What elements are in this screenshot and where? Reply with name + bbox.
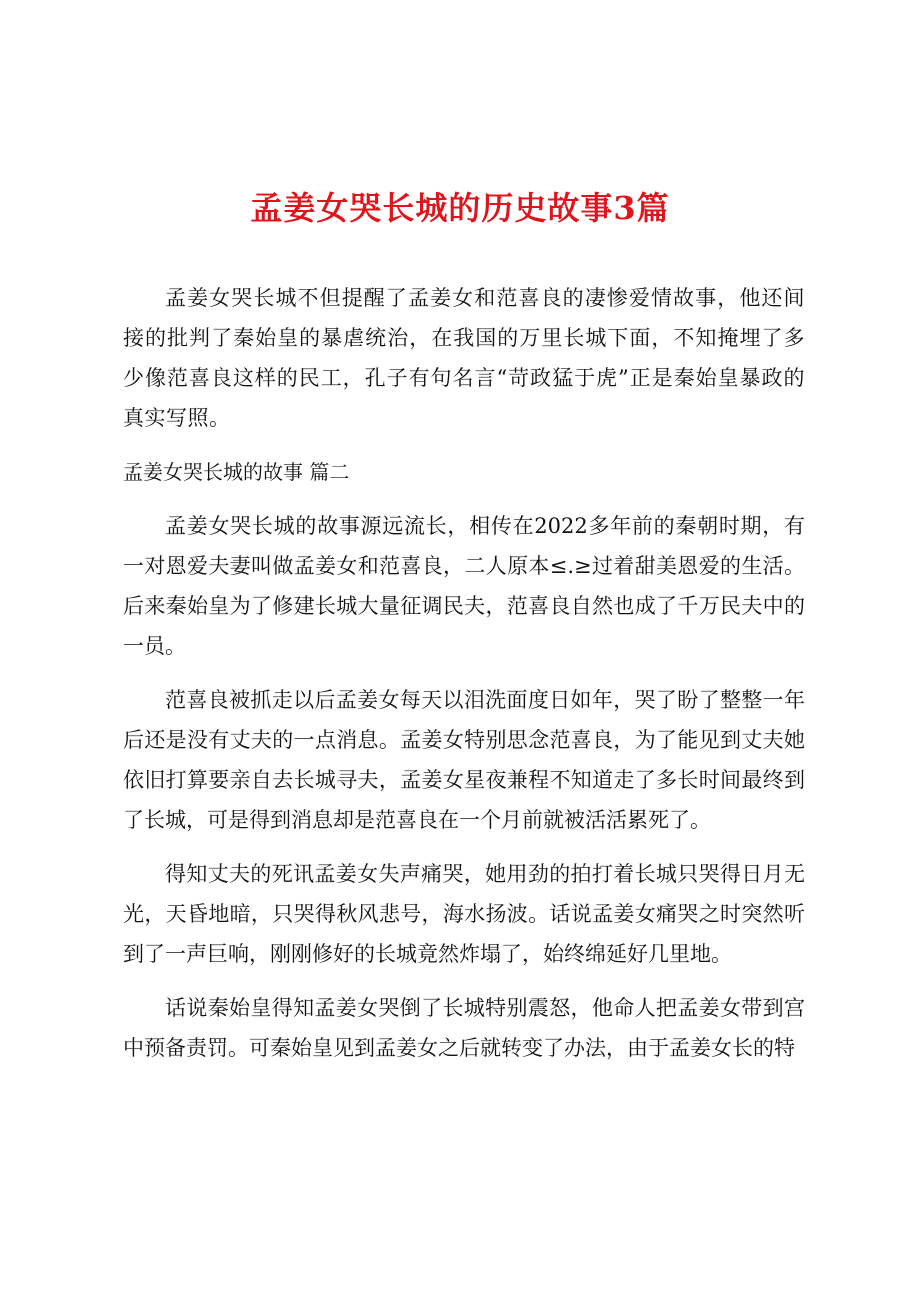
paragraph-intro: 孟姜女哭长城不但提醒了孟姜女和范喜良的凄惨爱情故事，他还间接的批判了秦始皇的暴虐统治，在我国的万里长城下面，不知掩埋了多少像范喜良这样的民工，孔子有句名言“苛政猛于虎”正是秦始皇暴政的真实写照。	[123, 286, 805, 430]
document-title: 孟姜女哭长城的历史故事3篇	[250, 189, 670, 227]
section-heading-part-two: 孟姜女哭长城的故事 篇二	[123, 460, 350, 484]
paragraph-emperor-reaction: 话说秦始皇得知孟姜女哭倒了长城特别震怒，他命人把孟姜女带到宫中预备责罚。可秦始皇见到孟姜女之后就转变了办法，由于孟姜女长的特	[123, 996, 805, 1060]
document-body	[123, 278, 805, 1068]
paragraph-wall-collapse: 得知丈夫的死讯孟姜女失声痛哭，她用劲的拍打着长城只哭得日月无光，天昏地暗，只哭得秋风悲号，海水扬波。话说孟姜女痛哭之时突然听到了一声巨响，刚刚修好的长城竟然炸塌了，始终绵延好几里地。	[123, 862, 805, 966]
paragraph-story-origin: 孟姜女哭长城的故事源远流长，相传在2022多年前的秦朝时期，有一对恩爱夫妻叫做孟姜女和范喜良，二人原本≤.≥过着甜美恩爱的生活。后来秦始皇为了修建长城大量征调民夫，范喜良自然也成了千万民夫中的一员。	[123, 514, 805, 658]
paragraph-searching-husband: 范喜良被抓走以后孟姜女每天以泪洗面度日如年，哭了盼了整整一年后还是没有丈夫的一点消息。孟姜女特别思念范喜良，为了能见到丈夫她依旧打算要亲自去长城寻夫，孟姜女星夜兼程不知道走了多长时间最终到了长城，可是得到消息却是范喜良在一个月前就被活活累死了。	[123, 688, 805, 832]
